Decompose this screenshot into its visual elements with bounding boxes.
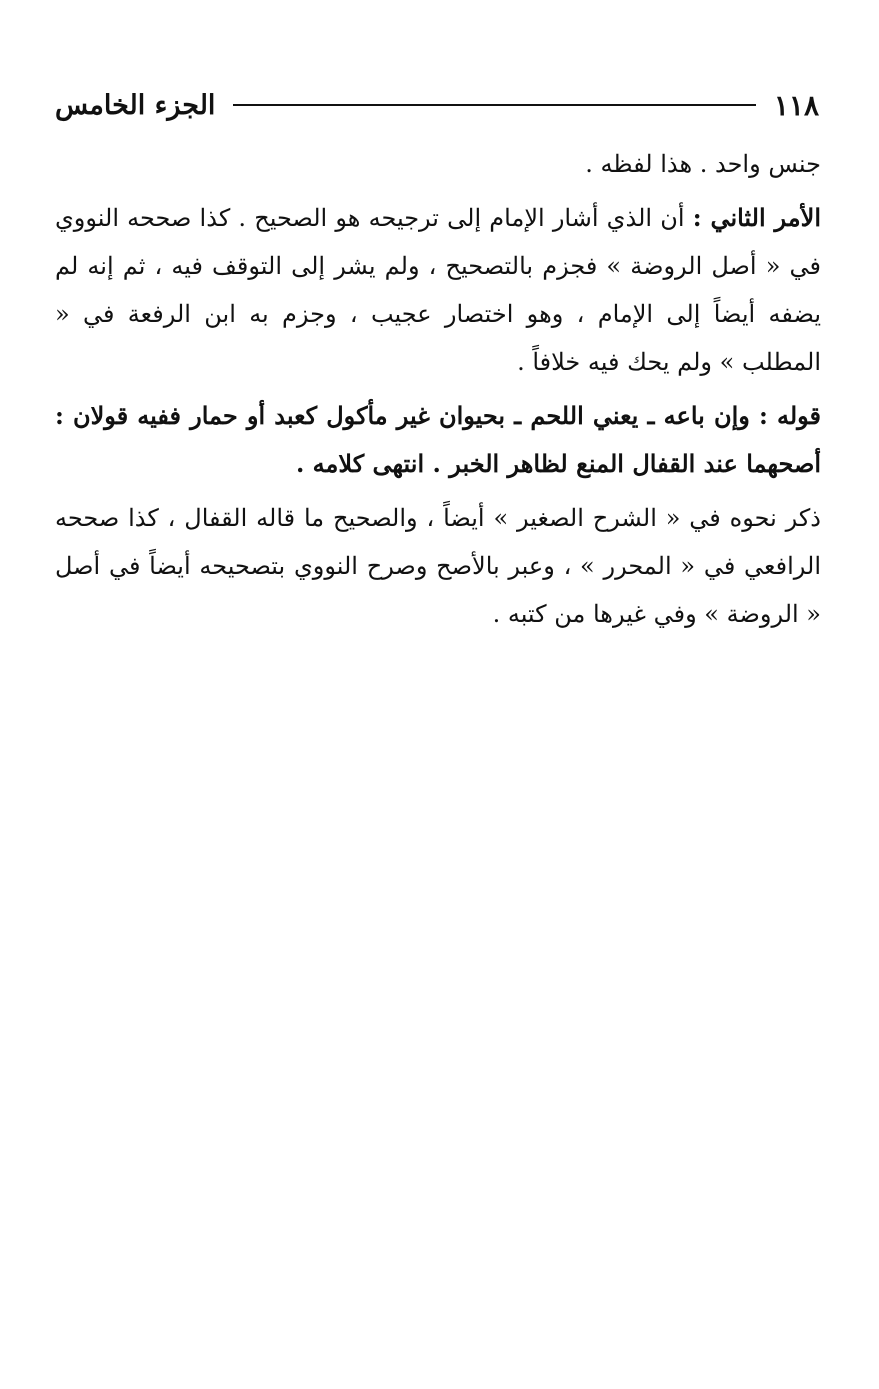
header-rule [233,104,755,106]
paragraph-2-lead: الأمر الثاني : [692,203,822,232]
page-body [55,140,821,638]
paragraph-1-text: جنس واحد . هذا لفظه . [585,150,821,178]
paragraph-3-quote [55,392,821,488]
paragraph-3-text: قوله : وإن باعه ـ يعني اللحم ـ بحيوان غير مأكول كعبد أو حمار ففيه قولان : أصحهما عند القفال المنع لظاهر الخبر . انتهى كلامه . [55,401,821,478]
paragraph-4 [55,494,821,638]
page-number: ١١٨ [773,88,819,122]
paragraph-2-text: أن الذي أشار الإمام إلى ترجيحه هو الصحيح . كذا صححه النووي في « أصل الروضة » فجزم بالتصحيح ، ولم يشر إلى التوقف فيه ، ثم إنه لم يضفه أيضاً إلى الإمام ، وهو اختصار عجيب ، وجزم به ابن الرفعة في « المطلب » ولم يحك فيه خلافاً . [55,204,821,376]
paragraph-2 [55,194,821,386]
paragraph-4-text: ذكر نحوه في « الشرح الصغير » أيضاً ، والصحيح ما قاله القفال ، كذا صححه الرافعي في « المحرر » ، وعبر بالأصح وصرح النووي بتصحيحه أيضاً في أصل « الروضة » وفي غيرها من كتبه . [55,504,821,628]
page-header [55,82,819,128]
paragraph-1 [55,140,821,188]
running-title: الجزء الخامس [55,89,216,121]
